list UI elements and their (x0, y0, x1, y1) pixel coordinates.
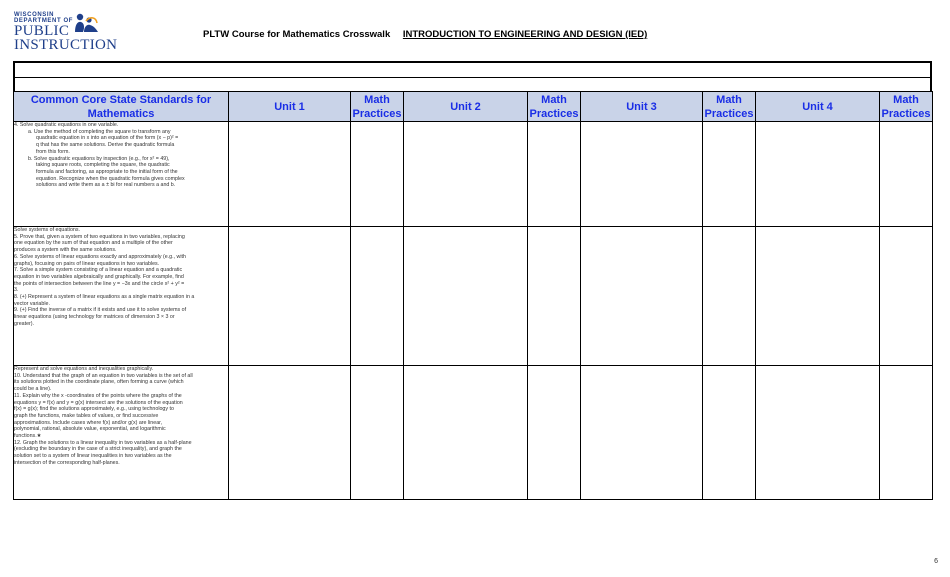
unit-4-cell[interactable] (756, 366, 880, 500)
math-practices-1-cell[interactable] (351, 227, 404, 366)
standard-line: 5. Prove that, given a system of two equations in two variables, replacing (14, 233, 185, 240)
standard-line: 11. Explain why the x -coordinates of the points where the graphs of the (14, 392, 182, 399)
table-row (14, 366, 933, 500)
col-header-unit-2: Unit 2 (404, 92, 528, 122)
standard-line: polynomial, rational, absolute value, exponential, and logarithmic (14, 426, 166, 433)
unit-1-cell[interactable] (229, 122, 351, 227)
standard-line: q that has the same solutions. Derive the quadratic formula (36, 142, 175, 149)
page-number: 6 (934, 558, 938, 565)
unit-4-cell[interactable] (756, 227, 880, 366)
math-practices-4-cell[interactable] (880, 227, 933, 366)
col-header-unit-4: Unit 4 (756, 92, 880, 122)
standard-line: equation. Recognize when the quadratic formula gives complex (36, 175, 185, 182)
math-practices-3-cell[interactable] (703, 122, 756, 227)
logo-line-department: DEPARTMENT OF (14, 18, 74, 24)
standard-line: from this form. (36, 148, 70, 155)
math-practices-2-cell[interactable] (528, 227, 581, 366)
standard-line: could be a line). (14, 386, 52, 393)
math-practices-4-cell[interactable] (880, 366, 933, 500)
standard-line: approximations. Include cases where f(x) and/or g(x) are linear, (14, 419, 163, 426)
standard-line: 10. Understand that the graph of an equation in two variables is the set of all (14, 372, 193, 379)
family-icon (72, 12, 100, 34)
standard-line: graphs), focusing on pairs of linear equations in two variables. (14, 260, 160, 267)
logo-line-instruction: INSTRUCTION (14, 37, 118, 53)
math-practices-2-cell[interactable] (528, 122, 581, 227)
unit-2-cell[interactable] (404, 227, 528, 366)
standard-line: a. Use the method of completing the square to transform any (28, 128, 171, 135)
standard-line: (excluding the boundary in the case of a strict inequality), and graph the (14, 446, 182, 453)
math-practices-3-cell[interactable] (703, 366, 756, 500)
col-header-unit-3: Unit 3 (581, 92, 703, 122)
standard-line: graph the functions, make tables of values, or find successive (14, 412, 159, 419)
crosswalk-table (13, 91, 933, 500)
standard-line: its solutions plotted in the coordinate plane, often forming a curve (which (14, 379, 184, 386)
col-header-unit-1: Unit 1 (229, 92, 351, 122)
crosswalk-title: PLTW Course for Mathematics Crosswalk (203, 29, 391, 40)
standard-line: produces a system with the same solutions. (14, 247, 117, 254)
logo-line-wisconsin: WISCONSIN (14, 12, 55, 18)
standard-cell (14, 227, 229, 366)
math-practices-4-cell[interactable] (880, 122, 933, 227)
blank-header-frame (13, 61, 932, 93)
standard-line: 7. Solve a simple system consisting of a linear equation and a quadratic (14, 267, 183, 274)
col-header-math-practices-4: Math Practices (880, 92, 933, 122)
unit-2-cell[interactable] (404, 366, 528, 500)
unit-3-cell[interactable] (581, 227, 703, 366)
unit-1-cell[interactable] (229, 227, 351, 366)
standard-line: taking square roots, completing the square, the quadratic (36, 162, 170, 169)
unit-2-cell[interactable] (404, 122, 528, 227)
table-header-row (14, 92, 933, 122)
standard-line: b. Solve quadratic equations by inspection (e.g., for x² = 49), (28, 155, 170, 162)
unit-3-cell[interactable] (581, 122, 703, 227)
standard-line: greater). (14, 320, 35, 327)
standard-line: 12. Graph the solutions to a linear inequality in two variables as a half-plane (14, 439, 192, 446)
math-practices-3-cell[interactable] (703, 227, 756, 366)
standard-line: equations y = f(x) and y = g(x) intersect are the solutions of the equation (14, 399, 183, 406)
math-practices-2-cell[interactable] (528, 366, 581, 500)
col-header-math-practices-1: Math Practices (351, 92, 404, 122)
page-title (203, 29, 647, 40)
standard-line: Represent and solve equations and inequalities graphically. (14, 366, 154, 372)
col-header-math-practices-3: Math Practices (703, 92, 756, 122)
standard-line: f(x) = g(x); find the solutions approximately, e.g., using technology to (14, 406, 174, 413)
standard-line: linear equations (using technology for matrices of dimension 3 × 3 or (14, 314, 175, 321)
standard-line: functions.★ (14, 433, 42, 440)
col-header-math-practices-2: Math Practices (528, 92, 581, 122)
unit-1-cell[interactable] (229, 366, 351, 500)
standard-line: solution set to a system of linear inequalities in two variables as the (14, 453, 172, 460)
standard-cell (14, 366, 229, 500)
standard-line: formula and factoring, as appropriate to the initial form of the (36, 168, 178, 175)
logo-line-public: PUBLIC (14, 23, 70, 39)
standard-line: Solve systems of equations. (14, 227, 80, 233)
dpi-logo (14, 12, 118, 60)
standard-cell (14, 122, 229, 227)
frame-divider (15, 77, 930, 78)
table-row (14, 227, 933, 366)
standard-line: solutions and write them as a ± bi for real numbers a and b. (36, 182, 176, 189)
standard-line: one equation by the sum of that equation and a multiple of the other (14, 240, 173, 247)
standard-line: 6. Solve systems of linear equations exactly and approximately (e.g., with (14, 253, 186, 260)
standard-line: equation in two variables algebraically and graphically. For example, find (14, 273, 184, 280)
math-practices-1-cell[interactable] (351, 122, 404, 227)
standard-line: 3. (14, 287, 19, 294)
standard-line: 9. (+) Find the inverse of a matrix if it exists and use it to solve systems of (14, 307, 187, 314)
course-title: INTRODUCTION TO ENGINEERING AND DESIGN (IED) (402, 29, 648, 40)
math-practices-1-cell[interactable] (351, 366, 404, 500)
standard-line: the points of intersection between the line y = −3x and the circle x² + y² = (14, 280, 185, 287)
standard-line: vector variable. (14, 300, 50, 307)
standard-line: quadratic equation in x into an equation of the form (x − p)² = (36, 135, 179, 142)
table-row (14, 122, 933, 227)
standard-line: 8. (+) Represent a system of linear equations as a single matrix equation in a (14, 294, 195, 301)
standard-line: intersection of the corresponding half-planes. (14, 459, 120, 466)
col-header-standards: Common Core State Standards for Mathematics (14, 92, 229, 122)
standard-line: 4. Solve quadratic equations in one variable. (14, 122, 119, 128)
unit-3-cell[interactable] (581, 366, 703, 500)
unit-4-cell[interactable] (756, 122, 880, 227)
